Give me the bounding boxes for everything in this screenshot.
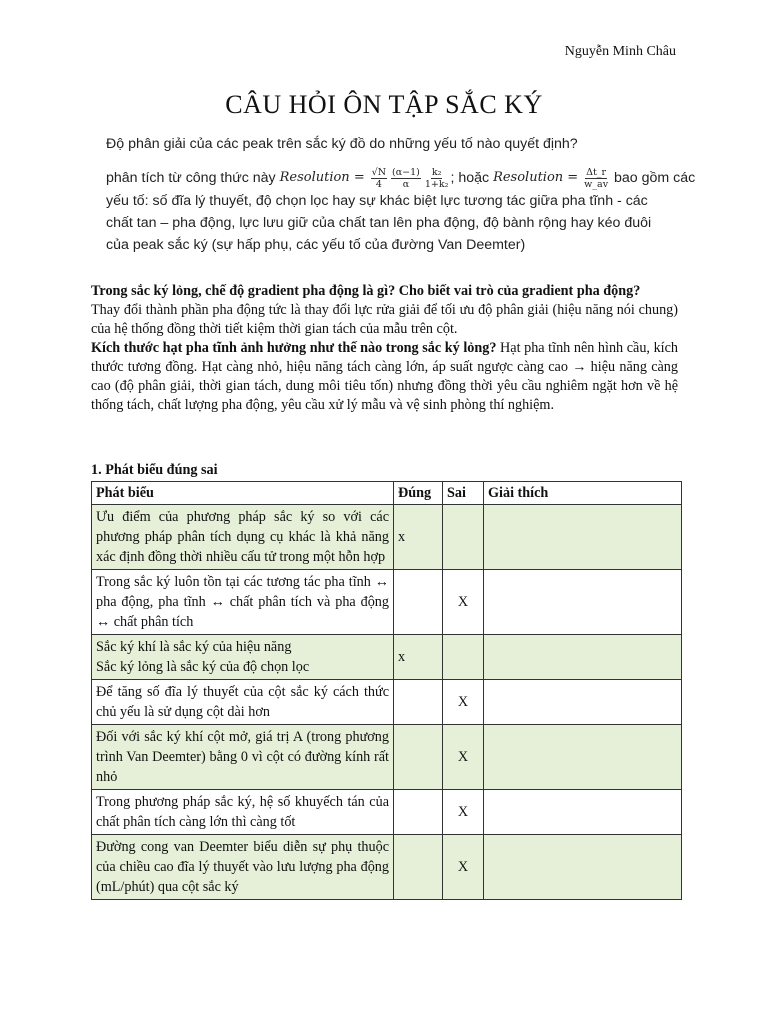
header-false: Sai — [443, 482, 484, 505]
explanation-cell — [484, 725, 682, 790]
false-mark-cell: X — [443, 680, 484, 725]
explanation-cell — [484, 635, 682, 680]
explanation-cell — [484, 835, 682, 900]
table-row — [92, 635, 682, 680]
statement-cell: Ưu điểm của phương pháp sắc ký so với các phương pháp phân tích dụng cụ khác là khả năng xác định đồng thời nhiều cấu tử trong một hỗn hợp — [92, 505, 394, 570]
fraction-alpha: $\frac{(\alpha-1)}{\alpha}$ — [392, 166, 420, 190]
section-heading: 1. Phát biểu đúng sai — [91, 462, 218, 478]
gradient-block — [91, 282, 678, 415]
formula-line — [106, 166, 696, 190]
explanation-cell — [484, 680, 682, 725]
true-mark-cell: x — [394, 505, 443, 570]
statement-cell: Trong phương pháp sắc ký, hệ số khuyếch tán của chất phân tích càng lớn thì càng tốt — [92, 790, 394, 835]
true-mark-cell — [394, 790, 443, 835]
fraction-k2: $\frac{\text{k₂}}{\text{1+k₂}}$ — [424, 166, 449, 190]
true-mark-cell: x — [394, 635, 443, 680]
statement-cell: Đường cong van Deemter biểu diễn sự phụ thuộc của chiều cao đĩa lý thuyết vào lưu lượng pha động (mL/phút) qua cột sắc ký — [92, 835, 394, 900]
answer-rest: yếu tố: số đĩa lý thuyết, độ chọn lọc hay sự khác biệt lực tương tác giữa pha tĩnh - các chất tan – pha động, lực lưu giữ của chất tan lên pha động, độ bành rộng hay kéo đuôi của peak sắc ký (sự hấp phụ, các yếu tố của đường Van Deemter) — [106, 193, 652, 253]
resolution-answer — [106, 166, 696, 256]
formula2-lhs: Resolution = — [493, 170, 579, 185]
header-true: Đúng — [394, 482, 443, 505]
true-mark-cell — [394, 725, 443, 790]
header-explanation: Giải thích — [484, 482, 682, 505]
header-statement: Phát biểu — [92, 482, 394, 505]
statement-cell: Đối với sắc ký khí cột mở, giá trị A (trong phương trình Van Deemter) bằng 0 vì cột có đường kính rất nhỏ — [92, 725, 394, 790]
true-mark-cell — [394, 680, 443, 725]
explanation-cell — [484, 505, 682, 570]
false-mark-cell: X — [443, 725, 484, 790]
false-mark-cell: X — [443, 570, 484, 635]
fraction-sqrt-n: $\frac{√N}{4}$ — [371, 166, 387, 190]
table-row — [92, 570, 682, 635]
author-name: Nguyễn Minh Châu — [564, 44, 676, 59]
formula-separator: ; hoặc — [450, 170, 490, 186]
true-mark-cell — [394, 835, 443, 900]
false-mark-cell: X — [443, 790, 484, 835]
fraction-delta-t: $\frac{\Delta t\_r}{w\_av}$ — [584, 166, 609, 190]
explanation-cell — [484, 570, 682, 635]
true-mark-cell — [394, 570, 443, 635]
true-false-table — [91, 481, 682, 900]
formula1-lhs: Resolution = — [279, 170, 365, 185]
statement-cell: Sắc ký khí là sắc ký của hiệu năng Sắc ký lỏng là sắc ký của độ chọn lọc — [92, 635, 394, 680]
particle-question: Kích thước hạt pha tĩnh ảnh hưởng như thế nào trong sắc ký lỏng? — [91, 340, 497, 356]
false-mark-cell — [443, 505, 484, 570]
table-row — [92, 680, 682, 725]
gradient-answer: Thay đổi thành phần pha động tức là thay đổi lực rửa giải để tối ưu độ phân giải (hiệu năng nói chung) của hệ thống đồng thời tiết kiệm thời gian tách của mẫu trên cột. — [91, 302, 678, 337]
table-row — [92, 505, 682, 570]
page-title: CÂU HỎI ÔN TẬP SẮC KÝ — [225, 90, 543, 119]
false-mark-cell: X — [443, 835, 484, 900]
resolution-question: Độ phân giải của các peak trên sắc ký đồ do những yếu tố nào quyết định? — [106, 136, 578, 152]
statement-cell: Để tăng số đĩa lý thuyết của cột sắc ký cách thức chủ yếu là sử dụng cột dài hơn — [92, 680, 394, 725]
statement-cell: Trong sắc ký luôn tồn tại các tương tác pha tĩnh ↔ pha động, pha tĩnh ↔ chất phân tích và pha động ↔ chất phân tích — [92, 570, 394, 635]
false-mark-cell — [443, 635, 484, 680]
gradient-question: Trong sắc ký lỏng, chế độ gradient pha động là gì? Cho biết vai trò của gradient pha động? — [91, 283, 641, 299]
table-row — [92, 725, 682, 790]
particle-answer: Hạt pha tĩnh nên hình cầu, kích thước tương đồng. Hạt càng nhỏ, hiệu năng tách càng lớn, áp suất ngược càng cao → hiệu năng càng cao (độ phân giải, thời gian tách, dung môi tiêu tốn) nhưng đồng thời yêu cầu nghiêm ngặt hơn về hệ thống tách, chất lượng pha động, yêu cầu xử lý mẫu và vệ sinh phòng thí nghiệm. — [91, 340, 678, 413]
answer-prefix: phân tích từ công thức này — [106, 170, 276, 186]
table-row — [92, 790, 682, 835]
explanation-cell — [484, 790, 682, 835]
table-row — [92, 835, 682, 900]
table-header-row — [92, 482, 682, 505]
answer-suffix: bao gồm các — [614, 170, 696, 186]
